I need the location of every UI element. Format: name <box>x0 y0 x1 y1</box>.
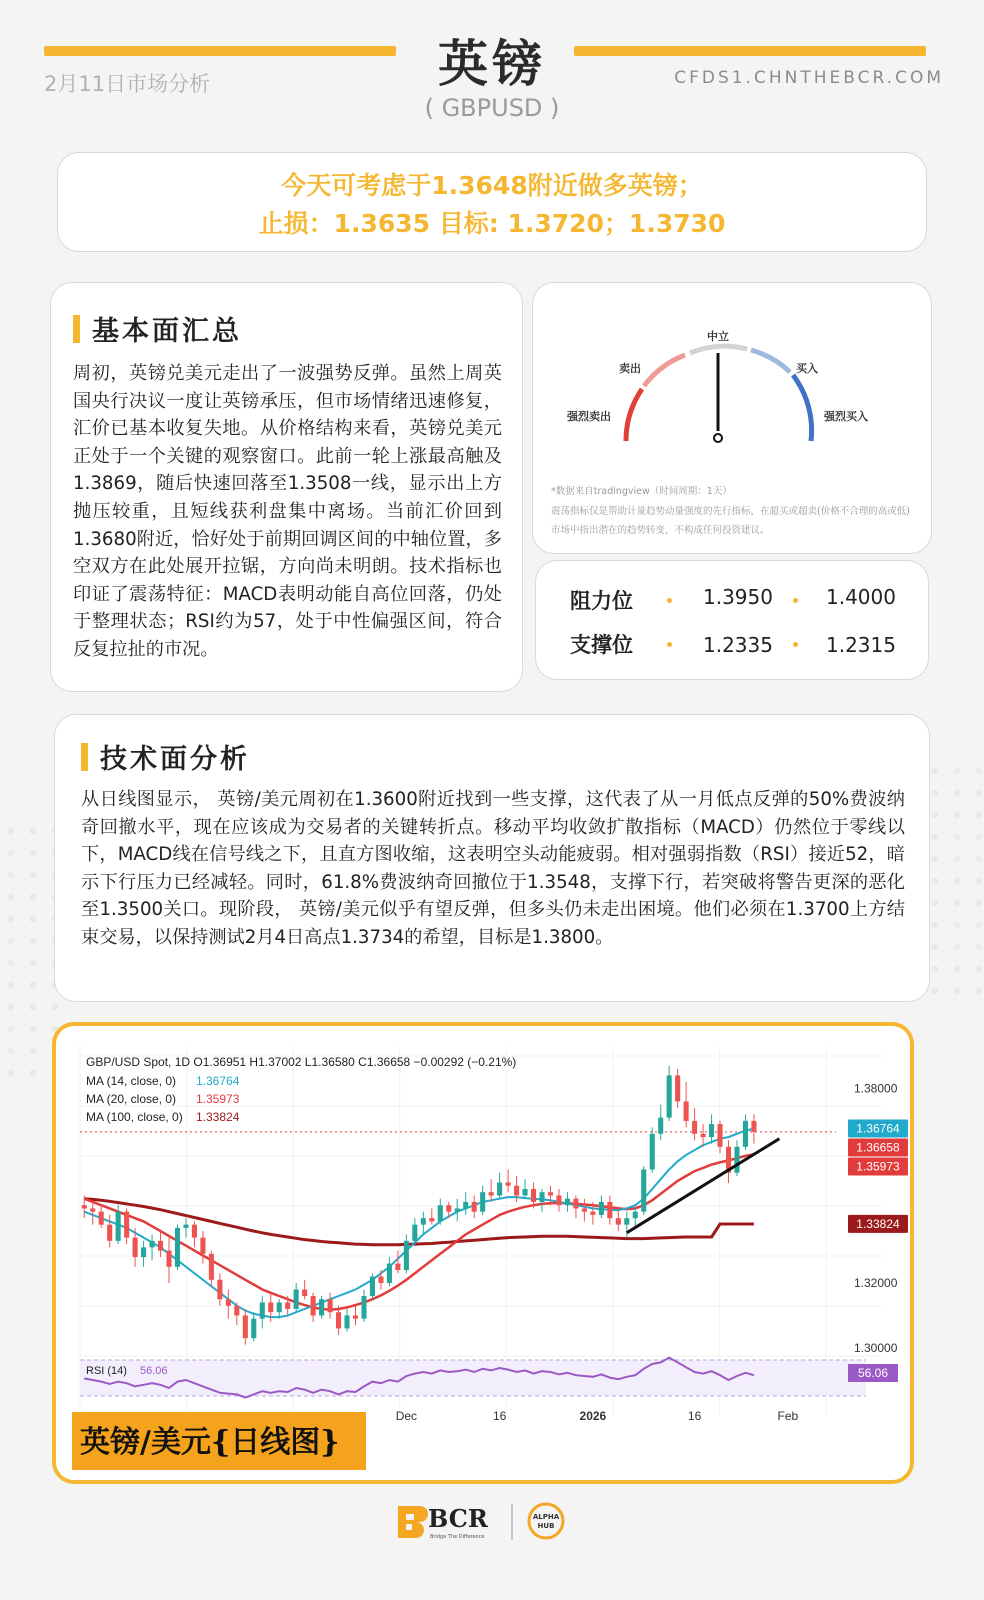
candle-body <box>633 1212 638 1218</box>
candle-body <box>378 1277 383 1283</box>
chart-caption: 英镑/美元{日线图} <box>80 1425 340 1460</box>
gbpusd-daily-chart <box>56 1026 910 1480</box>
fundamentals-title: 基本面汇总 <box>92 316 242 347</box>
resistance-row <box>536 585 930 625</box>
candle-body <box>268 1302 273 1312</box>
candle-body <box>116 1212 121 1241</box>
candle-body <box>590 1212 595 1215</box>
gauge-pivot <box>714 434 722 442</box>
candle-body <box>183 1225 188 1228</box>
bullet-dot <box>793 598 798 603</box>
gauge-label-strong-sell: 强烈卖出 <box>567 410 611 423</box>
technical-heading <box>81 737 905 776</box>
gauge-label-strong-buy: 强烈买入 <box>824 410 868 423</box>
brand-name: BCR <box>428 1504 488 1533</box>
footer-logo <box>394 1500 574 1544</box>
technical-body: 从日线图显示， 英镑/美元周初在1.3600附近找到一些支撑，这代表了从一月低点反弹的50%费波纳奇回撤水平，现在应该成为交易者的关键转折点。移动平均收敛扩散指标（MACD）仍然位于零线以下，MACD线在信号线之下，且直方图收缩，这表明空头动能疲弱。相对强弱指数（RSI）接近52，暗示下行压力已经减轻。同时，61.8%费波纳奇回撤位于1.3548，支撑下行，若突破将警告更深的恶化至1.3500关口。现阶段， 英镑/美元似乎有望反弹，但多头仍未走出困境。他们必须在1.3700上方结束交易，以保持测试2月4日高点1.3734的希望，目标是1.3800。 <box>81 789 905 948</box>
y-tick-label: 1.32000 <box>854 1276 898 1291</box>
site-url: CFDS1.CHNTHEBCR.COM <box>674 68 944 88</box>
gauge-arc-buy-light <box>751 350 790 372</box>
candle-body <box>539 1192 544 1202</box>
page-title: 英镑 <box>438 35 546 93</box>
heading-accent-bar <box>73 315 80 343</box>
bullet-dot <box>667 642 672 647</box>
resistance-label: 阻力位 <box>570 589 633 613</box>
price-tag-label: 1.35973 <box>856 1159 900 1174</box>
candle-body <box>404 1241 409 1270</box>
chart-card <box>52 1022 914 1484</box>
gauge-disclaimer: 震荡指标仅是帮助计量趋势动量强度的先行指标，在超买或超卖(价格不合理的高或低) 市场中指出潜在的趋势转变，不构成任何投资建议。 <box>551 506 910 536</box>
candle-body <box>506 1182 511 1185</box>
x-tick-label: 16 <box>687 1409 702 1423</box>
candle-body <box>743 1121 748 1147</box>
candle-body <box>565 1199 570 1205</box>
decorative-dots-right <box>924 760 984 1000</box>
y-tick-label: 1.30000 <box>854 1340 898 1355</box>
candle-body <box>302 1290 307 1296</box>
ma-legend-name: MA (20, close, 0) <box>86 1092 177 1106</box>
rsi-label: RSI (14) <box>86 1365 127 1377</box>
candle-body <box>217 1280 222 1299</box>
ma-legend-name: MA (14, close, 0) <box>86 1074 177 1088</box>
candle-body <box>311 1296 316 1315</box>
support-level-1: 1.2335 <box>703 633 773 657</box>
candle-body <box>277 1302 282 1312</box>
candle-body <box>243 1315 248 1338</box>
x-tick-label: 2026 <box>579 1409 607 1423</box>
support-level-2: 1.2315 <box>826 633 896 657</box>
recommendation-card <box>57 152 927 252</box>
candle-body <box>166 1251 171 1267</box>
bcr-logo <box>394 1500 574 1544</box>
candle-body <box>641 1170 646 1212</box>
candle-body <box>82 1205 87 1208</box>
recommendation-line-1: 今天可考虑于1.3648附近做多英镑； <box>281 171 703 200</box>
fundamentals-heading <box>73 309 502 348</box>
candle-body <box>701 1134 706 1137</box>
rsi-tag-label: 56.06 <box>857 1366 889 1380</box>
heading-accent-bar <box>81 743 88 771</box>
gauge-arc-buy <box>793 375 812 441</box>
rsi-band <box>80 1360 866 1396</box>
candle-body <box>328 1299 333 1312</box>
candle-body <box>650 1134 655 1170</box>
rsi-value: 56.06 <box>140 1365 168 1377</box>
candle-body <box>658 1118 663 1134</box>
ma-legend-value: 1.35973 <box>196 1092 240 1106</box>
support-row <box>536 629 930 669</box>
candle-body <box>319 1299 324 1315</box>
hub-label: HUB <box>537 1522 555 1530</box>
ma-legend-value: 1.33824 <box>196 1110 240 1124</box>
candle-body <box>684 1101 689 1120</box>
x-tick-label: 16 <box>492 1409 507 1423</box>
candle-body <box>514 1186 519 1196</box>
y-tick-label: 1.38000 <box>854 1081 898 1096</box>
candle-body <box>200 1238 205 1254</box>
candle-body <box>734 1147 739 1173</box>
gauge-arc-sell <box>626 389 642 441</box>
price-tag-label: 1.36658 <box>856 1140 900 1155</box>
candle-body <box>607 1202 612 1218</box>
alpha-label: ALPHA <box>532 1513 560 1521</box>
price-tag-label: 1.33824 <box>856 1216 900 1231</box>
resistance-level-2: 1.4000 <box>826 585 896 609</box>
candle-body <box>107 1225 112 1241</box>
bullet-dot <box>793 642 798 647</box>
candle-body <box>523 1189 528 1195</box>
candle-body <box>667 1075 672 1117</box>
resistance-level-1: 1.3950 <box>703 585 773 609</box>
candle-body <box>624 1218 629 1224</box>
gauge-arc-sell-light <box>644 355 685 386</box>
x-tick-label: Feb <box>777 1409 799 1423</box>
candle-body <box>234 1306 239 1316</box>
brand-tagline: Bridge The Difference <box>430 1534 485 1540</box>
candle-body <box>548 1192 553 1195</box>
gauge-label-sell: 卖出 <box>619 362 641 375</box>
candle-body <box>158 1241 163 1251</box>
candle-body <box>344 1315 349 1328</box>
candle-body <box>675 1075 680 1101</box>
ma-legend-name: MA (100, close, 0) <box>86 1110 183 1124</box>
candle-body <box>90 1208 95 1211</box>
candle-body <box>480 1192 485 1211</box>
candle-body <box>395 1264 400 1270</box>
candle-body <box>175 1228 180 1267</box>
gauge-card <box>532 282 932 554</box>
candle-body <box>285 1302 290 1308</box>
candle-body <box>717 1124 722 1147</box>
candle-body <box>438 1205 443 1221</box>
gauge-source-note: *数据来自tradingview（时间周期：1天） <box>551 486 732 497</box>
candle-body <box>353 1315 358 1318</box>
candle-body <box>251 1319 256 1338</box>
support-label: 支撑位 <box>570 633 633 657</box>
recommendation-line-2: 止损：1.3635 目标: 1.3720；1.3730 <box>258 209 726 238</box>
candle-body <box>133 1238 138 1257</box>
candle-body <box>387 1264 392 1283</box>
fundamentals-card <box>50 282 523 692</box>
candle-body <box>150 1241 155 1247</box>
technical-card <box>54 714 930 1002</box>
candle-body <box>429 1218 434 1221</box>
candle-body <box>412 1225 417 1241</box>
candle-body <box>260 1302 265 1318</box>
candle-body <box>192 1225 197 1238</box>
candle-body <box>336 1312 341 1328</box>
candle-body <box>141 1247 146 1257</box>
gauge-label-neutral: 中立 <box>707 330 729 343</box>
candle-body <box>751 1121 756 1132</box>
candle-body <box>370 1277 375 1296</box>
candle-body <box>209 1254 214 1280</box>
levels-card <box>535 560 929 680</box>
chart-symbol-legend: GBP/USD Spot, 1D O1.36951 H1.37002 L1.36580 C1.36658 −0.00292 (−0.21%) <box>86 1055 517 1069</box>
candle-body <box>599 1202 604 1215</box>
candle-body <box>99 1212 104 1225</box>
candle-body <box>573 1199 578 1209</box>
candle-body <box>472 1202 477 1212</box>
candle-body <box>463 1202 468 1208</box>
candle-body <box>446 1205 451 1211</box>
ma-legend-value: 1.36764 <box>196 1074 240 1088</box>
alpha-hub-ring-icon <box>529 1504 563 1538</box>
bullet-dot <box>667 598 672 603</box>
technical-title: 技术面分析 <box>100 744 250 775</box>
x-tick-label: Dec <box>395 1409 418 1423</box>
candle-body <box>497 1182 502 1195</box>
sentiment-gauge <box>533 283 933 473</box>
page-subtitle: ( GBPUSD ) <box>424 94 560 122</box>
fundamentals-body: 周初，英镑兑美元走出了一波强势反弹。虽然上周英国央行决议一度让英镑承压，但市场情绪迅速修复，汇价已基本收复失地。从价格结构来看，英镑兑美元正处于一个关键的观察窗口。此前一轮上涨最高触及1.3869，随后快速回落至1.3508一线，显示出上方抛压较重，且短线获利盘集中离场。当前汇价回到1.3680附近，恰好处于前期回调区间的中轴位置，多空双方在此处展开拉锯，方向尚未明朗。技术指标也印证了震荡特征：MACD表明动能自高位回落，仍处于整理状态；RSI约为57，处于中性偏强区间，符合反复拉扯的市况。 <box>73 363 502 660</box>
candle-body <box>692 1121 697 1134</box>
candle-body <box>556 1195 561 1205</box>
bcr-mark-icon <box>398 1506 428 1538</box>
gauge-arc-neutral <box>690 346 747 353</box>
candle-body <box>421 1218 426 1224</box>
candle-body <box>361 1296 366 1319</box>
candle-body <box>531 1189 536 1202</box>
candle-body <box>616 1218 621 1224</box>
candle-body <box>489 1192 494 1195</box>
report-date: 2月11日市场分析 <box>44 72 211 96</box>
gauge-label-buy: 买入 <box>796 362 818 375</box>
price-tag-label: 1.36764 <box>856 1121 900 1136</box>
candle-body <box>455 1208 460 1211</box>
candle-body <box>226 1299 231 1305</box>
candle-body <box>709 1124 714 1137</box>
candle-body <box>294 1290 299 1309</box>
candle-body <box>582 1208 587 1211</box>
candle-body <box>124 1212 129 1238</box>
